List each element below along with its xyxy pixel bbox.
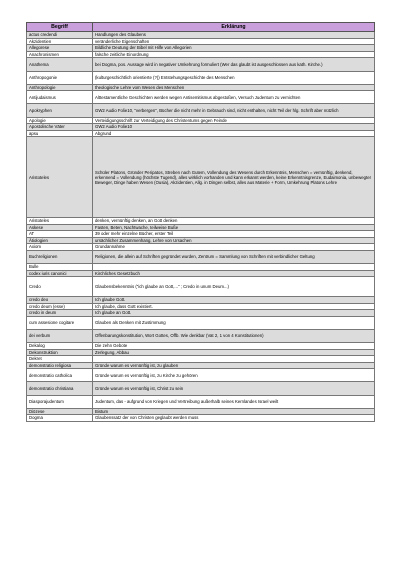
table-row bbox=[27, 316, 375, 329]
explanation-cell: Ich glaube, dass Gott existiert. bbox=[93, 303, 375, 310]
glossary-rows bbox=[27, 32, 375, 422]
term-cell: Dogma bbox=[27, 415, 93, 422]
term-cell: Diasporajudentum bbox=[27, 395, 93, 408]
explanation-cell: Kirchliches Gesetzbuch bbox=[93, 270, 375, 277]
term-cell: credo deo bbox=[27, 297, 93, 304]
explanation-cell: Die zehn Gebote bbox=[93, 343, 375, 350]
term-cell: Akzidentien bbox=[27, 38, 93, 45]
table-row bbox=[27, 277, 375, 297]
explanation-cell: Bistum bbox=[93, 408, 375, 415]
term-cell: Bulle bbox=[27, 264, 93, 271]
explanation-cell: falsche zeitliche Einordnung bbox=[93, 51, 375, 58]
term-cell: Diözese bbox=[27, 408, 93, 415]
explanation-cell: Zerlegung, Abbau bbox=[93, 349, 375, 356]
explanation-cell: 39 oder mehr einzelne Bücher, erster Teil bbox=[93, 231, 375, 238]
explanation-cell: Glaubenssatz der von Christen geglaubt werden muss bbox=[93, 415, 375, 422]
explanation-cell: GW2 Audio Folie10 bbox=[93, 124, 375, 131]
term-cell: Ätiologien bbox=[27, 237, 93, 244]
term-cell: dei verbum bbox=[27, 329, 93, 343]
term-cell: Dekalog bbox=[27, 343, 93, 350]
term-cell: Antijudaismus bbox=[27, 91, 93, 104]
term-cell: Aristoteles bbox=[27, 137, 93, 218]
term-cell: Anthropogonie bbox=[27, 71, 93, 84]
table-row bbox=[27, 58, 375, 72]
term-cell: Dekret bbox=[27, 356, 93, 363]
explanation-cell: theologische Lehre vom Wesen des Menschen bbox=[93, 84, 375, 91]
table-row bbox=[27, 137, 375, 218]
term-cell: demonstratio christiana bbox=[27, 382, 93, 396]
table-row bbox=[27, 382, 375, 396]
table-row bbox=[27, 104, 375, 118]
term-cell: demonstratio catholica bbox=[27, 369, 93, 382]
term-cell: Credo bbox=[27, 277, 93, 297]
explanation-cell: Offenbarungskonstitution, Wort Gottes, Offb. Wie denkbar (Vat 2, 1 von 4 Konstitutionen) bbox=[93, 329, 375, 343]
term-cell: Askese bbox=[27, 224, 93, 231]
header-explanation: Erklärung bbox=[93, 23, 375, 32]
explanation-cell: Verteidigungsschrift zur Verteidigung des Christentums gegen Feinde bbox=[93, 117, 375, 124]
header-row bbox=[27, 23, 375, 32]
table-row bbox=[27, 250, 375, 264]
term-cell: Allegorese bbox=[27, 45, 93, 52]
explanation-cell: Gründe warum es vernünftig ist, zu glauben bbox=[93, 362, 375, 369]
explanation-cell: GW2 Audio Folie10, "verbergen", Bücher die nicht mehr in Gebrauch sind, nicht enthalten, nicht Teil der hlg. Schrift aber nützlich bbox=[93, 104, 375, 118]
explanation-cell: Glaubensbekenntnis ("ich glaube an Gott,..." ; Credo in unum Deum...) bbox=[93, 277, 375, 297]
term-cell: credo deum (esse) bbox=[27, 303, 93, 310]
table-row bbox=[27, 395, 375, 408]
explanation-cell: Gründe warum es vernünftig ist, Christ zu sein bbox=[93, 382, 375, 396]
explanation-cell: Ich glaube an Gott. bbox=[93, 310, 375, 317]
explanation-cell: Religionen, die allein auf Schriften gegründet wurden, Zentrum = Sammlung von Schriften mit verbindlicher Geltung bbox=[93, 250, 375, 264]
explanation-cell: Abgrund bbox=[93, 130, 375, 137]
explanation-cell: Ich glaube Gott. bbox=[93, 297, 375, 304]
explanation-cell: Handlungen des Glaubens bbox=[93, 32, 375, 39]
term-cell: Axiom bbox=[27, 244, 93, 251]
term-cell: AT bbox=[27, 231, 93, 238]
term-cell: Aristoteles bbox=[27, 218, 93, 225]
explanation-cell: Bildliche Deutung der Bibel mit Hilfe von Allegorien bbox=[93, 45, 375, 52]
term-cell: actus credendi bbox=[27, 32, 93, 39]
explanation-cell: Schüler Platons, Gründer Peripatos, Streben nach Gutem, Vollendung des Wesens durch Erkenntnis, Menschen = vernünftig, denkend, erkennend = Vollendung (höchste Tugend), alles wirklich vorhanden und kann erkannt werden, keine Erkenntnisgrenze, Eudaimonia, unbewegter Beweger, Dinge haben Wesen (Ousia), Akzidentien, Allg. in Dingen selbst, alles aus Materie + Form, Umkehrung Platons Lehre bbox=[93, 137, 375, 218]
explanation-cell: Glauben als Denken mit Zustimmung bbox=[93, 316, 375, 329]
term-cell: codex iuris canonici bbox=[27, 270, 93, 277]
term-cell: Anthropologie bbox=[27, 84, 93, 91]
table-row bbox=[27, 369, 375, 382]
table-row bbox=[27, 329, 375, 343]
term-cell: cum assesione cogitare bbox=[27, 316, 93, 329]
explanation-cell: ursächlicher Zusammenhang, Lehre von Ursachen bbox=[93, 237, 375, 244]
term-cell: apsu bbox=[27, 130, 93, 137]
term-cell: demonstratio religiosa bbox=[27, 362, 93, 369]
term-cell: Apostolische Väter bbox=[27, 124, 93, 131]
term-cell: Anachronismen bbox=[27, 51, 93, 58]
term-cell: Apokryphen bbox=[27, 104, 93, 118]
glossary-sheet bbox=[26, 22, 374, 422]
term-cell: Anathema bbox=[27, 58, 93, 72]
table-row bbox=[27, 91, 375, 104]
explanation-cell: veränderliche Eigenschaften bbox=[93, 38, 375, 45]
table-row bbox=[27, 71, 375, 84]
explanation-cell: (kulturgeschichtlich orientierte (?)) Entstehungsgeschichte des Menschen bbox=[93, 71, 375, 84]
term-cell: Dekonstruktion bbox=[27, 349, 93, 356]
explanation-cell: Alttestamentliche Geschichten werden wegen Antisemitismus abgestoßen, Versuch Judentum zu vernichten bbox=[93, 91, 375, 104]
explanation-cell: Gründe warum es vernünftig ist, zu Kirche zu gehören bbox=[93, 369, 375, 382]
term-cell: Apologie bbox=[27, 117, 93, 124]
header-term: Begriff bbox=[27, 23, 93, 32]
explanation-cell: Judentum, das - aufgrund von Kriegen und Vertreibung außerhalb seines Kernlandes Israel weilt bbox=[93, 395, 375, 408]
explanation-cell: denken, vernünftig denken, an Gott denken bbox=[93, 218, 375, 225]
term-cell: credo in deum bbox=[27, 310, 93, 317]
explanation-cell: bei Dogma, pos. Aussage wird in negativer Umkehrung formuliert (Wer das glaubt ist ausgeschlossen aus kath. Kirche.) bbox=[93, 58, 375, 72]
glossary-table bbox=[26, 22, 375, 422]
explanation-cell: Grundannahme bbox=[93, 244, 375, 251]
table-row bbox=[27, 415, 375, 422]
term-cell: Buchreligionen bbox=[27, 250, 93, 264]
explanation-cell: Fasten, Beten, Nachtwache, teilweise Buße bbox=[93, 224, 375, 231]
